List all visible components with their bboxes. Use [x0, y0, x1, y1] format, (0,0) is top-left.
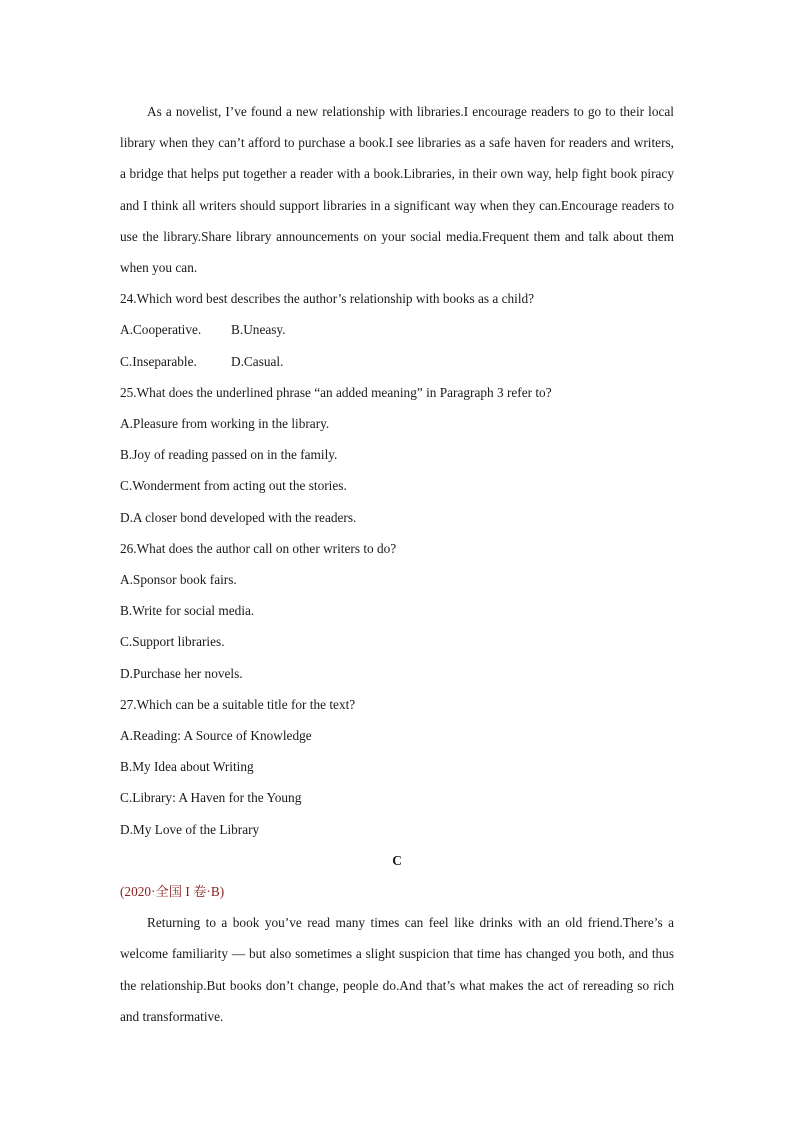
section-heading: C — [392, 852, 402, 868]
question-27-option-c[interactable]: C.Library: A Haven for the Young — [120, 790, 302, 806]
question-26-option-b[interactable]: B.Write for social media. — [120, 603, 255, 619]
question-24-option-d[interactable]: D.Casual. — [231, 353, 284, 369]
question-25-option-a[interactable]: A.Pleasure from working in the library. — [120, 416, 330, 432]
question-24-options-row-1 — [120, 314, 674, 345]
question-27-option-d[interactable]: D.My Love of the Library — [120, 821, 260, 837]
question-25-option-c[interactable]: C.Wonderment from acting out the stories. — [120, 478, 347, 494]
question-26-option-d[interactable]: D.Purchase her novels. — [120, 665, 243, 681]
document-page — [120, 96, 674, 1032]
question-24-option-a[interactable]: A.Cooperative. — [120, 322, 202, 338]
question-24-options-row-2 — [120, 346, 674, 377]
question-27-stem: 27.Which can be a suitable title for the text? — [120, 696, 356, 712]
section-c-paragraph: Returning to a book you’ve read many times can feel like drinks with an old friend.There’s a welcome familiarity — but also sometimes a slight suspicion that time has changed you both, and thus the relationship.But books don’t change, people do.And that’s what makes the act of rereading so rich and transformative. — [120, 915, 674, 1024]
intro-paragraph: As a novelist, I’ve found a new relationship with libraries.I encourage readers to go to their local library when they can’t afford to purchase a book.I see libraries as a safe haven for readers and writers, a bridge that helps put together a reader with a book.Libraries, in their own way, help fight book piracy and I think all writers should support libraries in a significant way when they can.Encourage readers to use the library.Share library announcements on your social media.Frequent them and talk about them when you can. — [120, 104, 674, 276]
question-25-option-d[interactable]: D.A closer bond developed with the readers. — [120, 509, 357, 525]
source-label: (2020·全国 I 卷·B) — [120, 884, 225, 900]
question-27-option-a[interactable]: A.Reading: A Source of Knowledge — [120, 728, 312, 744]
question-24-option-b[interactable]: B.Uneasy. — [231, 322, 286, 338]
question-24-option-c[interactable]: C.Inseparable. — [120, 353, 197, 369]
question-26-option-c[interactable]: C.Support libraries. — [120, 634, 225, 650]
question-24-stem: 24.Which word best describes the author’s relationship with books as a child? — [120, 291, 535, 307]
question-25-stem: 25.What does the underlined phrase “an added meaning” in Paragraph 3 refer to? — [120, 384, 552, 400]
question-26-option-a[interactable]: A.Sponsor book fairs. — [120, 572, 237, 588]
question-26-stem: 26.What does the author call on other writers to do? — [120, 540, 397, 556]
question-27-option-b[interactable]: B.My Idea about Writing — [120, 759, 254, 775]
question-25-option-b[interactable]: B.Joy of reading passed on in the family. — [120, 447, 338, 463]
